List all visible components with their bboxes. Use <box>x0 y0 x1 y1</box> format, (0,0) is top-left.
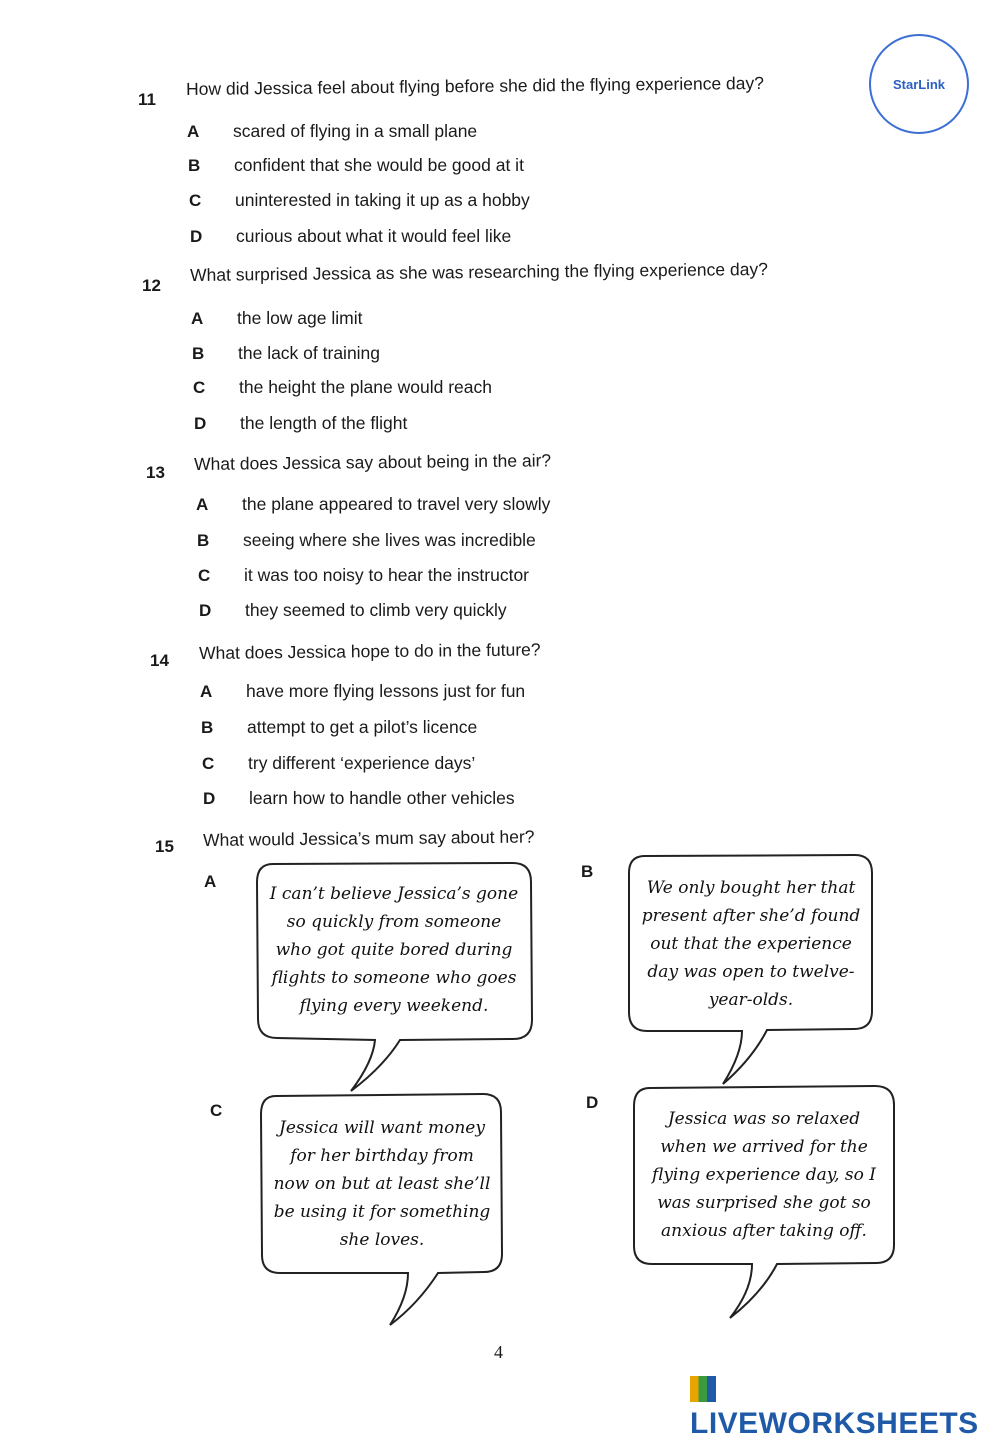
option-text: the length of the flight <box>240 413 408 433</box>
question-number: 14 <box>150 651 169 670</box>
option-a[interactable] <box>196 494 550 515</box>
footer-brand-text: LIVEWORKSHEETS <box>690 1407 979 1440</box>
option-letter: A <box>200 682 213 701</box>
option-letter: D <box>190 227 203 246</box>
option-text: confident that she would be good at it <box>234 155 524 175</box>
option-letter: D <box>203 789 216 808</box>
page-number: 4 <box>494 1342 503 1362</box>
question-text: What would Jessica’s mum say about her? <box>203 826 535 850</box>
option-text: learn how to handle other vehicles <box>249 788 515 808</box>
option-text: curious about what it would feel like <box>236 226 512 246</box>
question-number: 15 <box>155 837 174 856</box>
option-text: the lack of training <box>238 343 381 363</box>
option-c[interactable] <box>189 190 530 211</box>
bubble-letter-d[interactable]: D <box>586 1093 599 1112</box>
question-text: How did Jessica feel about flying before she did the flying experience day? <box>186 72 765 99</box>
option-c[interactable] <box>198 565 529 586</box>
option-letter: A <box>191 309 204 328</box>
bubble-text: I can’t believe Jessica’s gone so quickly from someone who got quite bored during flights to someone who goes flying every weekend. <box>269 884 519 1016</box>
speech-bubble-a[interactable] <box>255 862 535 1094</box>
option-text: the height the plane would reach <box>239 377 492 397</box>
bubble-text: Jessica was so relaxed when we arrived for the flying experience day, so I was surprised she got so anxious after taking off. <box>651 1109 876 1241</box>
option-letter: B <box>188 156 201 175</box>
question-text: What does Jessica say about being in the air? <box>194 450 552 474</box>
option-d[interactable] <box>190 226 511 247</box>
option-text: attempt to get a pilot’s licence <box>247 717 478 737</box>
speech-bubble-d[interactable] <box>632 1085 898 1321</box>
option-b[interactable] <box>197 530 536 551</box>
question-number: 12 <box>142 276 161 295</box>
option-b[interactable] <box>201 717 477 738</box>
question-text: What surprised Jessica as she was researching the flying experience day? <box>190 258 768 285</box>
logo-text: StarLink <box>892 76 945 92</box>
starlink-logo <box>869 34 969 134</box>
question-text: What does Jessica hope to do in the future? <box>199 639 541 663</box>
option-b[interactable] <box>188 155 524 176</box>
option-letter: A <box>196 495 209 514</box>
option-letter: B <box>197 531 210 550</box>
option-letter: D <box>194 414 207 433</box>
bubble-text: Jessica will want money for her birthday from now on but at least she’ll be using it for something she loves. <box>273 1118 491 1250</box>
option-d[interactable] <box>194 413 407 434</box>
bubble-letter-b[interactable]: B <box>581 862 594 881</box>
speech-bubble-c[interactable] <box>258 1092 506 1328</box>
option-letter: C <box>189 191 202 210</box>
speech-bubble-b[interactable] <box>627 854 875 1086</box>
option-d[interactable] <box>203 788 515 809</box>
option-a[interactable] <box>200 681 525 702</box>
liveworksheets-logo-icon <box>690 1376 716 1402</box>
question-number: 11 <box>138 90 156 109</box>
option-a[interactable] <box>187 121 477 142</box>
option-text: they seemed to climb very quickly <box>245 600 507 620</box>
option-letter: C <box>202 754 215 773</box>
question-number: 13 <box>146 463 165 482</box>
option-b[interactable] <box>192 343 380 364</box>
option-letter: A <box>187 122 200 141</box>
option-letter: D <box>199 601 212 620</box>
option-text: have more flying lessons just for fun <box>246 681 526 701</box>
bubble-letter-c[interactable]: C <box>210 1101 223 1120</box>
option-letter: B <box>201 718 214 737</box>
option-text: the plane appeared to travel very slowly <box>242 494 551 514</box>
option-text: it was too noisy to hear the instructor <box>244 565 529 585</box>
option-letter: C <box>198 566 211 585</box>
option-text: try different ‘experience days’ <box>248 753 476 773</box>
option-a[interactable] <box>191 308 362 329</box>
bubble-letter-a[interactable]: A <box>204 872 217 891</box>
option-text: uninterested in taking it up as a hobby <box>235 190 530 210</box>
option-c[interactable] <box>193 377 492 398</box>
option-d[interactable] <box>199 600 507 621</box>
option-text: the low age limit <box>237 308 363 328</box>
bubble-text: We only bought her that present after she’d found out that the experience day was open to twelve-year-olds. <box>641 878 861 1010</box>
option-c[interactable] <box>202 753 475 774</box>
option-text: scared of flying in a small plane <box>233 121 478 141</box>
option-letter: C <box>193 378 206 397</box>
liveworksheets-footer[interactable] <box>690 1373 1000 1441</box>
option-letter: B <box>192 344 205 363</box>
option-text: seeing where she lives was incredible <box>243 530 536 550</box>
